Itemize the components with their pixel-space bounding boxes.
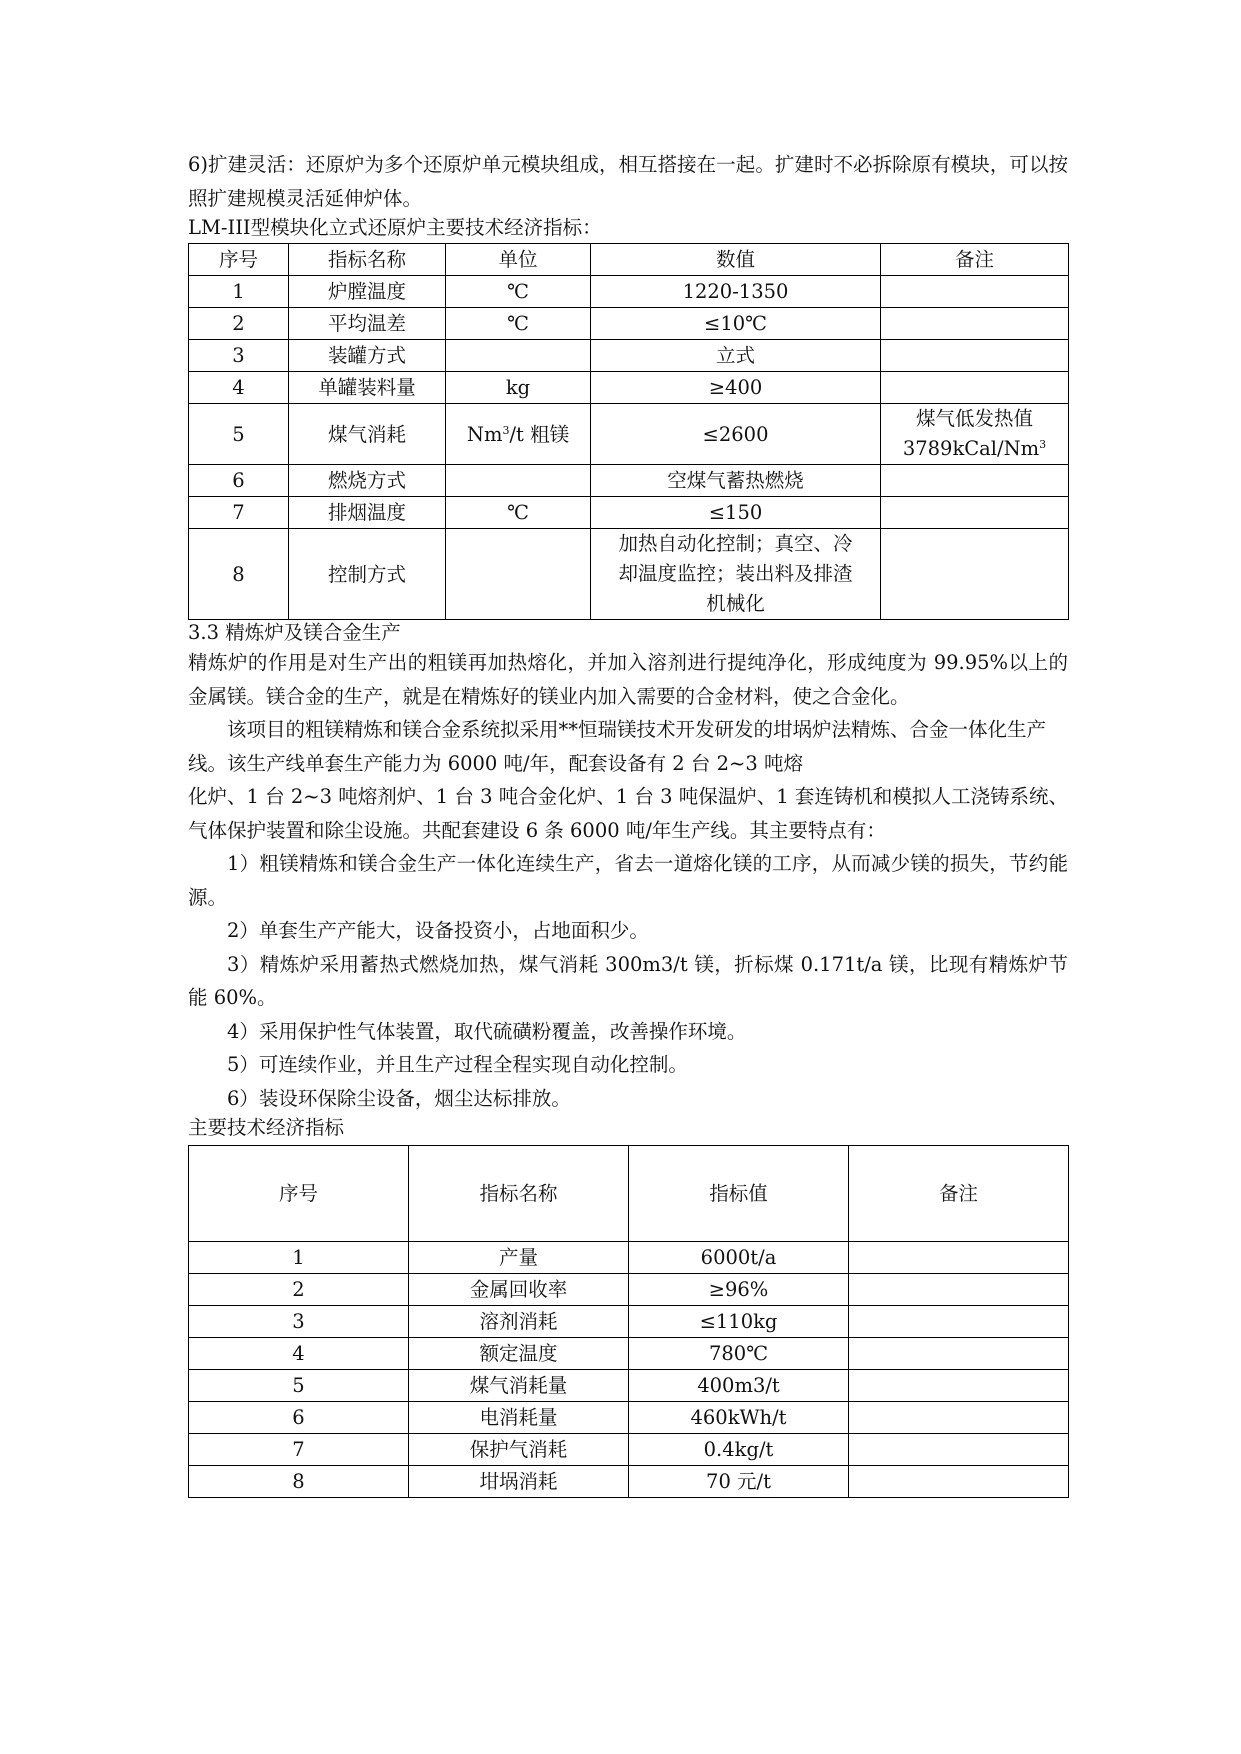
unit-suffix: /t 粗镁	[509, 422, 570, 446]
table-row	[189, 1306, 1069, 1338]
note-line: 煤气低发热值	[915, 407, 1033, 430]
value-line: 却温度监控；装出料及排渣	[618, 562, 853, 585]
value-cell: ≥400	[591, 372, 881, 404]
row-number: 1	[189, 276, 289, 308]
indicator-name: 平均温差	[289, 308, 446, 340]
value-cell: 0.4kg/t	[629, 1434, 849, 1466]
paragraph: 精炼炉的作用是对生产出的粗镁再加热熔化，并加入溶剂进行提纯净化，形成纯度为 99.95%以上的金属镁。镁合金的生产，就是在精炼好的镁业内加入需要的合金材料，使之合金化。	[188, 651, 1068, 708]
row-number: 8	[189, 1466, 409, 1498]
table2-caption: 主要技术经济指标	[188, 1116, 345, 1139]
paragraph: 化炉、1 台 2~3 吨熔剂炉、1 台 3 吨合金化炉、1 台 3 吨保温炉、1 套连铸机和模拟人工浇铸系统、气体保护装置和除尘设施。共配套建设 6 条 6000 吨/年生产线。其主要特点有：	[188, 785, 1068, 842]
note-cell	[881, 529, 1069, 620]
feature-item: 2）单套生产产能大，设备投资小，占地面积少。	[227, 919, 649, 942]
row-number: 5	[189, 404, 289, 465]
feature-item: 3）精炼炉采用蓄热式燃烧加热，煤气消耗 300m3/t 镁，折标煤 0.171t/a 镁，比现有精炼炉节能 60%。	[188, 952, 1068, 1009]
row-number: 6	[189, 1402, 409, 1434]
header-cell: 备注	[849, 1146, 1069, 1242]
intro-paragraph: 6)扩建灵活：还原炉为多个还原炉单元模块组成，相互搭接在一起。扩建时不必拆除原有模块，可以按照扩建规模灵活延伸炉体。	[188, 153, 1068, 210]
unit-cell: ℃	[446, 308, 591, 340]
value-cell: ≤150	[591, 497, 881, 529]
indicator-name: 装罐方式	[289, 340, 446, 372]
unit-cell: ℃	[446, 276, 591, 308]
indicator-name: 产量	[409, 1242, 629, 1274]
value-cell: 780℃	[629, 1338, 849, 1370]
table1-caption: LM-III型模块化立式还原炉主要技术经济指标：	[188, 216, 602, 239]
document-page	[188, 148, 1068, 1498]
table-row	[189, 529, 1069, 620]
unit-cell	[446, 340, 591, 372]
header-cell: 数值	[591, 244, 881, 276]
table-row	[189, 1370, 1069, 1402]
row-number: 3	[189, 340, 289, 372]
row-number: 2	[189, 1274, 409, 1306]
note-cell	[881, 276, 1069, 308]
value-cell: 空煤气蓄热燃烧	[591, 465, 881, 497]
value-cell: ≤10℃	[591, 308, 881, 340]
table-row	[189, 465, 1069, 497]
table-row	[189, 1242, 1069, 1274]
note-cell	[881, 308, 1069, 340]
unit-superscript: 3	[502, 423, 510, 437]
indicator-name: 电消耗量	[409, 1402, 629, 1434]
value-cell: ≥96%	[629, 1274, 849, 1306]
note-cell	[881, 404, 1069, 465]
indicator-name: 保护气消耗	[409, 1434, 629, 1466]
feature-item: 5）可连续作业，并且生产过程全程实现自动化控制。	[227, 1053, 688, 1076]
row-number: 3	[189, 1306, 409, 1338]
unit-base: Nm	[466, 422, 503, 446]
feature-item: 4）采用保护性气体装置，取代硫磺粉覆盖，改善操作环境。	[227, 1019, 747, 1043]
indicator-name: 煤气消耗量	[409, 1370, 629, 1402]
indicator-name: 额定温度	[409, 1338, 629, 1370]
indicator-name: 溶剂消耗	[409, 1306, 629, 1338]
row-number: 8	[189, 529, 289, 620]
value-line: 加热自动化控制；真空、冷	[618, 532, 853, 555]
note-cell	[849, 1466, 1069, 1498]
feature-item: 6）装设环保除尘设备，烟尘达标排放。	[227, 1086, 571, 1110]
indicator-name: 控制方式	[289, 529, 446, 620]
value-cell: ≤110kg	[629, 1306, 849, 1338]
note-cell	[849, 1338, 1069, 1370]
note-cell	[849, 1242, 1069, 1274]
table-row	[189, 276, 1069, 308]
table-header-row	[189, 1146, 1069, 1242]
table-row	[189, 340, 1069, 372]
header-cell: 序号	[189, 1146, 409, 1242]
value-cell: 立式	[591, 340, 881, 372]
section-heading: 3.3 精炼炉及镁合金生产	[188, 621, 401, 644]
table-row	[189, 1402, 1069, 1434]
table-row	[189, 308, 1069, 340]
value-cell: 6000t/a	[629, 1242, 849, 1274]
unit-cell: ℃	[446, 497, 591, 529]
feature-item: 1）粗镁精炼和镁合金生产一体化连续生产，省去一道熔化镁的工序，从而减少镁的损失，节约能源。	[188, 852, 1068, 909]
note-cell	[849, 1370, 1069, 1402]
row-number: 6	[189, 465, 289, 497]
table-row	[189, 1434, 1069, 1466]
refining-indicator-table	[188, 1145, 1069, 1498]
unit-cell	[446, 404, 591, 465]
note-cell	[849, 1402, 1069, 1434]
indicator-name: 煤气消耗	[289, 404, 446, 465]
row-number: 4	[189, 1338, 409, 1370]
header-cell: 指标值	[629, 1146, 849, 1242]
row-number: 4	[189, 372, 289, 404]
value-cell: 460kWh/t	[629, 1402, 849, 1434]
row-number: 2	[189, 308, 289, 340]
value-cell: 400m3/t	[629, 1370, 849, 1402]
indicator-name: 金属回收率	[409, 1274, 629, 1306]
indicator-name: 坩埚消耗	[409, 1466, 629, 1498]
note-cell	[881, 372, 1069, 404]
table-row	[189, 1274, 1069, 1306]
header-cell: 备注	[881, 244, 1069, 276]
indicator-name: 排烟温度	[289, 497, 446, 529]
row-number: 7	[189, 497, 289, 529]
unit-cell	[446, 465, 591, 497]
row-number: 1	[189, 1242, 409, 1274]
header-cell: 序号	[189, 244, 289, 276]
unit-cell	[446, 529, 591, 620]
note-base: 3789kCal/Nm	[902, 437, 1040, 460]
header-cell: 指标名称	[409, 1146, 629, 1242]
note-cell	[881, 497, 1069, 529]
row-number: 7	[189, 1434, 409, 1466]
value-cell: 1220-1350	[591, 276, 881, 308]
table-row	[189, 372, 1069, 404]
note-line	[885, 434, 1064, 464]
note-superscript: 3	[1039, 438, 1047, 451]
indicator-name: 单罐装料量	[289, 372, 446, 404]
note-cell	[881, 340, 1069, 372]
value-line: 机械化	[706, 592, 765, 615]
paragraph: 该项目的粗镁精炼和镁合金系统拟采用**恒瑞镁技术开发研发的坩埚炉法精炼、合金一体化生产线。该生产线单套生产能力为 6000 吨/年，配套设备有 2 台 2~3 吨熔	[188, 718, 1047, 775]
header-cell: 单位	[446, 244, 591, 276]
indicator-name: 炉膛温度	[289, 276, 446, 308]
table-header-row	[189, 244, 1069, 276]
reduction-furnace-table	[188, 243, 1069, 620]
note-cell	[849, 1434, 1069, 1466]
value-cell: ≤2600	[591, 404, 881, 465]
table-row	[189, 404, 1069, 465]
table-row	[189, 497, 1069, 529]
header-cell: 指标名称	[289, 244, 446, 276]
value-cell	[591, 529, 881, 620]
value-cell: 70 元/t	[629, 1466, 849, 1498]
unit-cell: kg	[446, 372, 591, 404]
table-row	[189, 1338, 1069, 1370]
row-number: 5	[189, 1370, 409, 1402]
table-row	[189, 1466, 1069, 1498]
note-cell	[849, 1274, 1069, 1306]
note-cell	[849, 1306, 1069, 1338]
note-cell	[881, 465, 1069, 497]
indicator-name: 燃烧方式	[289, 465, 446, 497]
